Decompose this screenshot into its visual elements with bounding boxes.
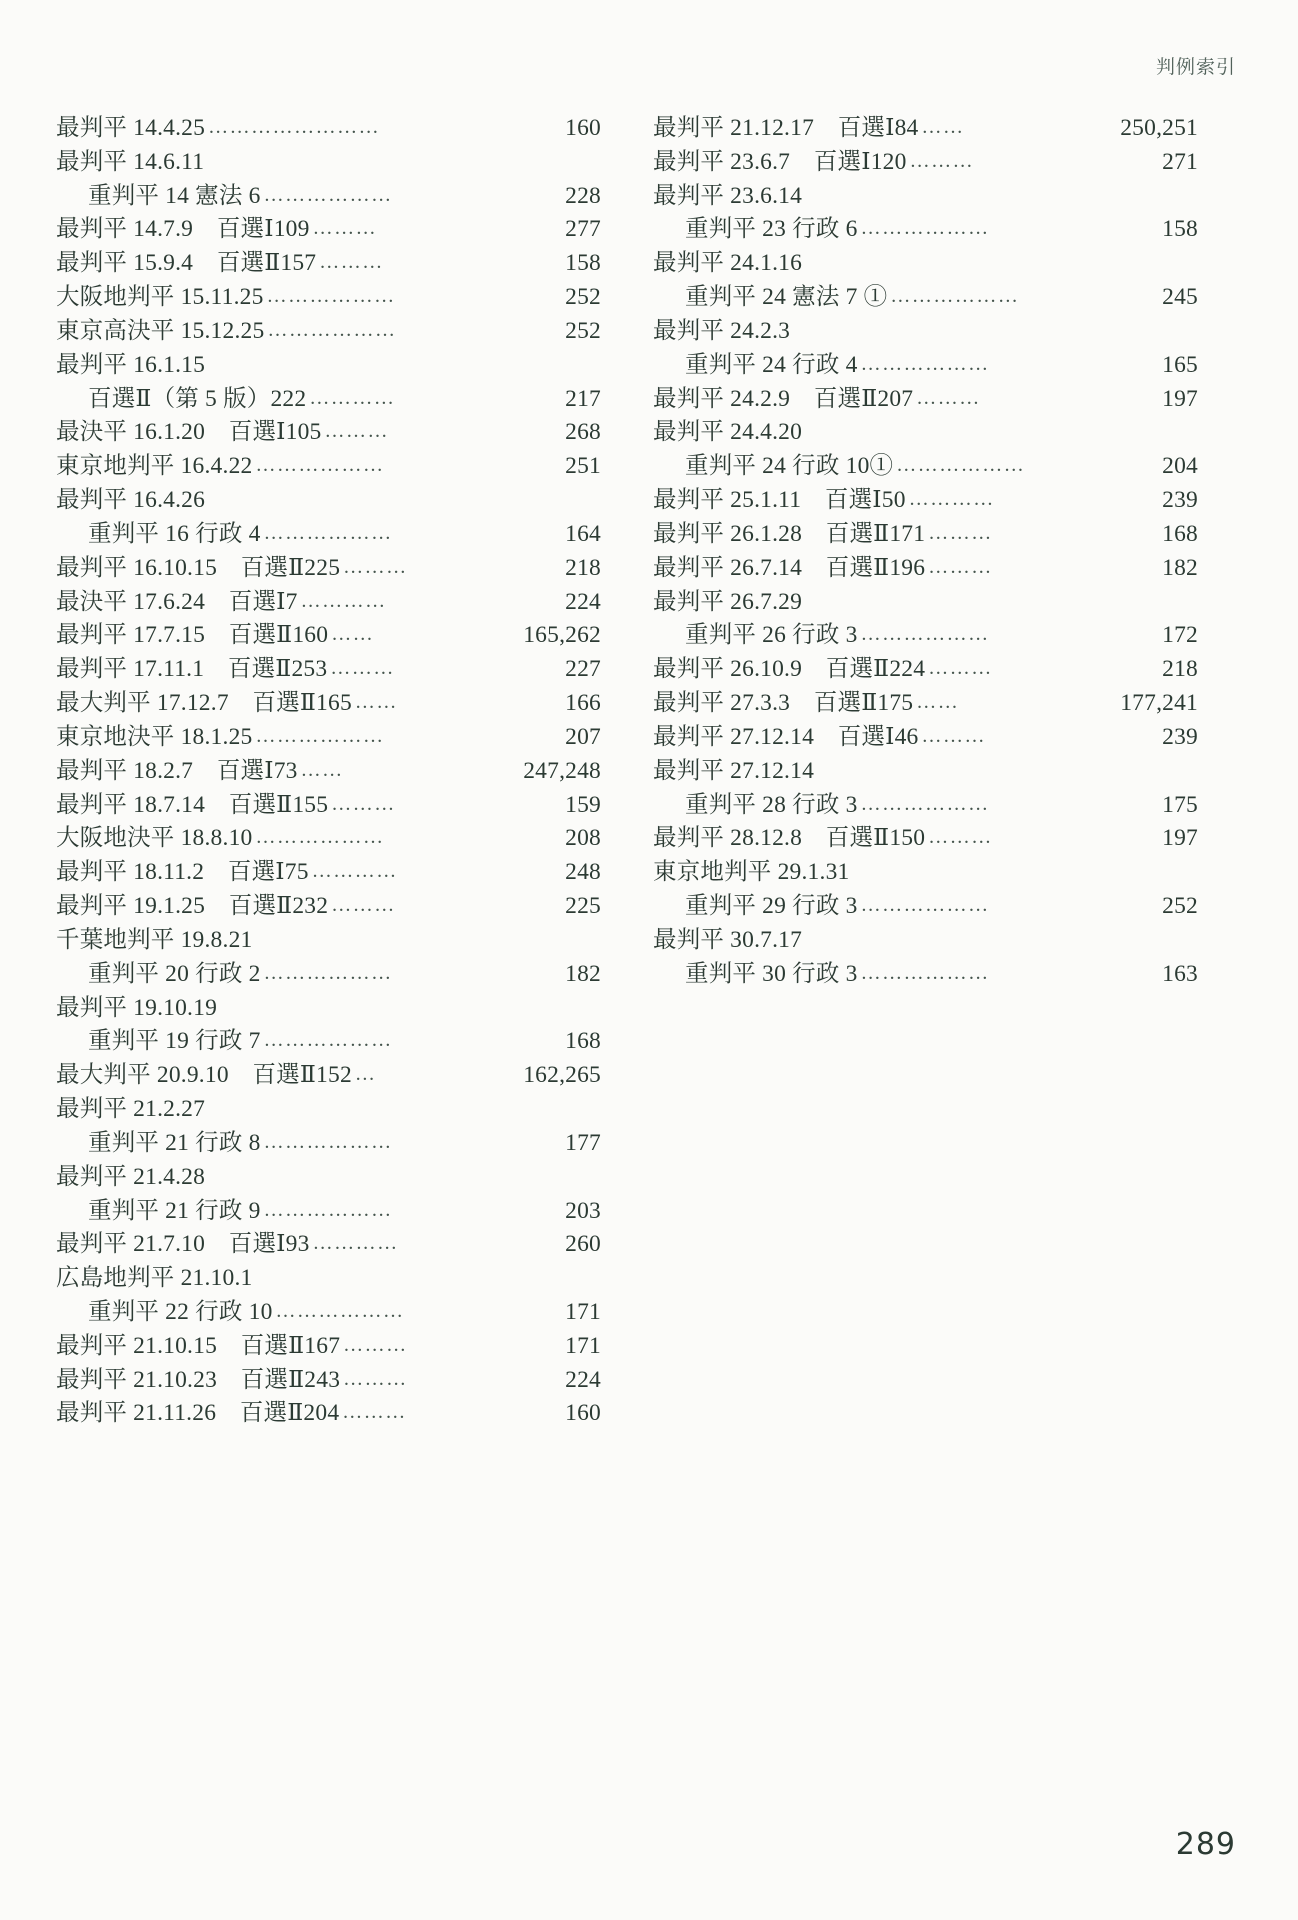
index-entry [56,518,601,552]
index-entry-label: 最判平 24.1.16 [653,250,803,277]
index-entry-label: 最決平 16.1.20 百選Ⅰ105 [56,419,322,446]
index-entry [653,856,1198,890]
index-entry [56,687,601,721]
index-entry-label: 東京地判平 16.4.22 [56,453,253,480]
index-entry-label: 重判平 23 行政 6 [685,216,858,243]
index-entry-leader: ……… [343,1333,408,1356]
index-entry-leader: …… [300,758,344,781]
index-entry-page: 217 [565,385,601,412]
index-entry-leader: ……………… [255,724,385,747]
index-entry [653,653,1198,687]
index-entry-label: 最判平 23.6.7 百選Ⅰ120 [653,148,907,175]
index-entry-label: 最判平 16.1.15 [56,351,206,378]
index-entry [56,619,601,653]
index-entry [56,281,601,315]
index-entry [56,822,601,856]
index-entry-page: 204 [1162,453,1198,480]
index-entry-label: 最判平 19.1.25 百選Ⅱ232 [56,893,329,920]
index-entry [653,518,1198,552]
index-entry-leader: … [354,1063,377,1086]
index-entry-leader: ………… [312,1232,399,1255]
index-entry [653,687,1198,721]
index-entry-label: 重判平 24 行政 10① [685,453,894,480]
index-entry-label: 最判平 18.7.14 百選Ⅱ155 [56,791,329,818]
index-entry-leader: ……… [331,792,396,815]
index-entry-leader: ……… [928,555,993,578]
index-entry-page: 168 [565,1028,601,1055]
index-entry-label: 東京地判平 29.1.31 [653,859,850,886]
index-entry-leader: ……………… [275,1299,405,1322]
index-entry-page: 228 [565,182,601,209]
index-entry-leader: ……………… [255,454,385,477]
index-entry-leader: ……………… [890,285,1020,308]
index-entry-leader: ………… [300,589,387,612]
index-entry-page: 251 [565,453,601,480]
index-entry [56,1296,601,1330]
index-entry-label: 最判平 21.12.17 百選Ⅰ84 [653,115,919,141]
index-entry-label: 最判平 27.3.3 百選Ⅱ175 [653,690,914,717]
index-entry [56,146,601,180]
index-entry-label: 最判平 21.7.10 百選Ⅰ93 [56,1231,310,1258]
index-entry-leader: ……………… [860,894,990,917]
index-entry-label: 最判平 14.6.11 [56,148,205,175]
index-entry [56,1195,601,1229]
index-entry-page: 162,265 [523,1062,601,1089]
index-entry-page: 159 [565,791,601,818]
index-entry-leader: ……… [319,251,384,274]
index-entry [56,1262,601,1296]
index-entry [56,213,601,247]
index-entry-label: 最決平 17.6.24 百選Ⅰ7 [56,588,298,615]
index-entry [56,1397,601,1431]
index-entry-label: 最判平 27.12.14 百選Ⅰ46 [653,723,919,750]
index-entry-label: 重判平 24 憲法 7 ① [685,284,888,311]
index-entry [56,1025,601,1059]
index-entry [56,890,601,924]
index-entry [653,484,1198,518]
index-entry-leader: ………… [311,860,398,883]
index-entry-leader: ……… [916,386,981,409]
index-entry [56,1364,601,1398]
index-entry [653,315,1198,349]
index-entry-page: 182 [565,960,601,987]
index-entry [56,721,601,755]
index-entry-leader: ……… [928,657,993,680]
index-entry-leader: ……………… [267,318,397,341]
index-entry-label: 最判平 23.6.14 [653,182,803,209]
index-entry-label: 東京地決平 18.1.25 [56,723,253,750]
index-entry-page: 160 [565,1400,601,1427]
index-entry-label: 重判平 29 行政 3 [685,893,858,920]
index-entry-leader: ……………… [263,1130,393,1153]
index-entry [56,247,601,281]
index-entry [56,755,601,789]
index-entry-page: 218 [565,554,601,581]
index-entry [653,619,1198,653]
index-entry-leader: ……………… [860,217,990,240]
index-entry [653,349,1198,383]
index-entry-page: 224 [565,588,601,615]
index-entry-label: 重判平 21 行政 9 [88,1197,261,1224]
index-entry-page: 197 [1162,825,1198,852]
index-entry-label: 重判平 20 行政 2 [88,960,261,987]
index-entry-label: 重判平 26 行政 3 [685,622,858,649]
index-entry [56,789,601,823]
index-entry-leader: ……… [331,894,396,917]
index-entry-label: 最判平 14.7.9 百選Ⅰ109 [56,216,310,243]
index-entry-leader: ……………… [255,826,385,849]
index-entry-label: 広島地判平 21.10.1 [56,1265,253,1292]
index-entry-page: 245 [1162,284,1198,311]
index-entry-leader: …………………… [208,116,381,138]
index-entry-page: 207 [565,723,601,750]
index-entry [653,247,1198,281]
index-entry-page: 248 [565,859,601,886]
index-entry-label: 最判平 21.10.15 百選Ⅱ167 [56,1332,341,1359]
index-entry-label: 最判平 26.10.9 百選Ⅱ224 [653,656,926,683]
index-entry-label: 最判平 27.12.14 [653,757,815,784]
index-entry-leader: ……… [343,1367,408,1390]
page-number: 289 [1175,1827,1236,1862]
index-entry-label: 重判平 22 行政 10 [88,1298,273,1325]
index-entry [653,180,1198,214]
index-entry-label: 最判平 28.12.8 百選Ⅱ150 [653,825,926,852]
index-entry-page: 252 [565,317,601,344]
index-entry-page: 165,262 [523,622,601,649]
index-entry [653,383,1198,417]
index-entry-leader: ……………… [266,285,396,308]
index-entry-leader: ……………… [860,352,990,375]
index-entry [653,213,1198,247]
index-entry [56,484,601,518]
index-entry-leader: ……………… [896,454,1026,477]
index-entry-label: 最判平 21.4.28 [56,1163,206,1190]
index-entry-page: 271 [1162,148,1198,175]
index-entry-page: 158 [1162,216,1198,243]
index-entry-page: 268 [565,419,601,446]
index-entry-label: 百選Ⅱ（第 5 版）222 [88,385,307,412]
index-entry-label: 最判平 15.9.4 百選Ⅱ157 [56,250,317,277]
index-entry-page: 163 [1162,960,1198,987]
index-entry-leader: …… [916,691,960,714]
index-entry [56,1330,601,1364]
index-entry-label: 最判平 26.1.28 百選Ⅱ171 [653,520,926,547]
index-entry-label: 最判平 18.11.2 百選Ⅰ75 [56,859,309,886]
index-entry-page: 177,241 [1120,690,1198,717]
index-entry [653,112,1198,146]
index-entry-label: 最判平 26.7.29 [653,588,803,615]
index-entry-leader: ………… [908,488,995,511]
index-entry [56,180,601,214]
index-entry [653,890,1198,924]
index-entry-label: 大阪地判平 15.11.25 [56,284,264,311]
index-entry-page: 239 [1162,487,1198,514]
index-entry [56,450,601,484]
index-entry-label: 千葉地判平 19.8.21 [56,926,253,953]
index-entry [56,1161,601,1195]
index-entry-page: 158 [565,250,601,277]
index-entry-page: 252 [565,284,601,311]
index-entry-label: 最判平 17.11.1 百選Ⅱ253 [56,656,328,683]
index-entry [56,349,601,383]
index-entry-page: 224 [565,1366,601,1393]
index-entry-page: 164 [565,520,601,547]
index-entry-leader: ……… [324,420,390,443]
index-entry-label: 最判平 21.10.23 百選Ⅱ243 [56,1366,341,1393]
index-entry-label: 最判平 16.10.15 百選Ⅱ225 [56,554,341,581]
index-entry [56,924,601,958]
index-entry [653,146,1198,180]
index-columns [56,112,1242,1431]
index-entry-leader: ……… [909,149,975,172]
index-entry-leader: ……… [330,657,395,680]
index-entry-leader: ……… [342,1401,407,1424]
index-entry-page: 252 [1162,893,1198,920]
index-entry-leader: ……………… [860,792,990,815]
index-entry-page: 218 [1162,656,1198,683]
index-entry-label: 最判平 17.7.15 百選Ⅱ160 [56,622,329,649]
index-entry-leader: ……………… [263,1198,393,1221]
index-entry-label: 最判平 14.4.25 [56,115,206,141]
index-entry-page: 182 [1162,554,1198,581]
index-entry-label: 最判平 18.2.7 百選Ⅰ73 [56,757,298,784]
index-entry-leader: ……… [928,826,993,849]
index-entry-leader: ……… [312,217,378,240]
index-entry-page: 197 [1162,385,1198,412]
index-entry [56,1093,601,1127]
index-entry [653,822,1198,856]
index-entry-label: 重判平 16 行政 4 [88,520,261,547]
running-head: 判例索引 [1155,56,1236,78]
index-entry-leader: ……………… [860,961,990,984]
index-entry [56,1127,601,1161]
index-entry-label: 最大判平 20.9.10 百選Ⅱ152 [56,1062,352,1089]
index-entry-label: 重判平 14 憲法 6 [88,182,261,209]
index-entry-leader: ……………… [263,1029,393,1052]
index-entry-page: 160 [565,115,601,141]
index-entry-leader: …… [354,691,398,714]
index-column-left [56,112,601,1431]
index-entry [653,552,1198,586]
index-entry-label: 重判平 24 行政 4 [685,351,858,378]
index-entry [56,958,601,992]
index-entry-page: 171 [565,1332,601,1359]
index-entry-leader: …… [331,623,375,646]
index-column-right [653,112,1198,1431]
index-entry-label: 最判平 16.4.26 [56,487,206,514]
index-entry-label: 重判平 30 行政 3 [685,960,858,987]
index-entry-page: 250,251 [1120,115,1198,141]
index-entry-page: 227 [565,656,601,683]
index-entry [56,552,601,586]
index-entry [653,721,1198,755]
index-entry-page: 171 [565,1298,601,1325]
index-entry [56,416,601,450]
index-entry [653,416,1198,450]
index-entry-leader: ……………… [263,521,393,544]
index-entry-page: 277 [565,216,601,243]
index-entry-label: 最判平 21.2.27 [56,1096,206,1123]
index-entry-label: 最判平 26.7.14 百選Ⅱ196 [653,554,926,581]
index-entry-leader: ……… [921,724,987,747]
index-entry-label: 最判平 24.2.3 [653,317,791,344]
index-entry [56,992,601,1026]
index-entry [653,281,1198,315]
index-entry-label: 最判平 21.11.26 百選Ⅱ204 [56,1400,340,1427]
index-entry-leader: ………… [309,386,396,409]
index-entry [56,653,601,687]
index-entry [56,856,601,890]
index-entry-page: 260 [565,1231,601,1258]
index-entry-label: 東京高決平 15.12.25 [56,317,265,344]
index-entry [56,586,601,620]
index-entry-leader: ……………… [263,961,393,984]
index-entry-leader: …… [921,116,965,138]
index-entry-page: 168 [1162,520,1198,547]
index-entry-leader: ……… [928,521,993,544]
index-entry-page: 239 [1162,723,1198,750]
index-entry-page: 166 [565,690,601,717]
index-entry-page: 175 [1162,791,1198,818]
index-entry-leader: ……………… [263,183,393,206]
index-entry [56,383,601,417]
index-entry [56,1228,601,1262]
index-entry-label: 最判平 24.4.20 [653,419,803,446]
index-entry-label: 重判平 21 行政 8 [88,1129,261,1156]
index-entry-leader: ……… [343,555,408,578]
index-entry-page: 225 [565,893,601,920]
index-entry-page: 165 [1162,351,1198,378]
index-entry-label: 重判平 19 行政 7 [88,1028,261,1055]
index-entry-label: 最判平 30.7.17 [653,926,803,953]
index-entry-page: 208 [565,825,601,852]
index-entry-label: 最大判平 17.12.7 百選Ⅱ165 [56,690,352,717]
index-entry [653,789,1198,823]
index-entry-label: 大阪地決平 18.8.10 [56,825,253,852]
index-entry [56,1059,601,1093]
index-entry-page: 203 [565,1197,601,1224]
index-entry [653,958,1198,992]
index-entry [653,755,1198,789]
index-entry-label: 最判平 24.2.9 百選Ⅱ207 [653,385,914,412]
index-entry-label: 最判平 19.10.19 [56,994,218,1021]
index-entry [56,315,601,349]
index-entry-page: 247,248 [523,757,601,784]
index-entry [56,112,601,146]
index-entry [653,450,1198,484]
index-entry-label: 重判平 28 行政 3 [685,791,858,818]
index-entry-page: 177 [565,1129,601,1156]
index-entry-label: 最判平 25.1.11 百選Ⅰ50 [653,487,906,514]
index-entry-leader: ……………… [860,623,990,646]
index-entry [653,586,1198,620]
index-entry [653,924,1198,958]
index-entry-page: 172 [1162,622,1198,649]
